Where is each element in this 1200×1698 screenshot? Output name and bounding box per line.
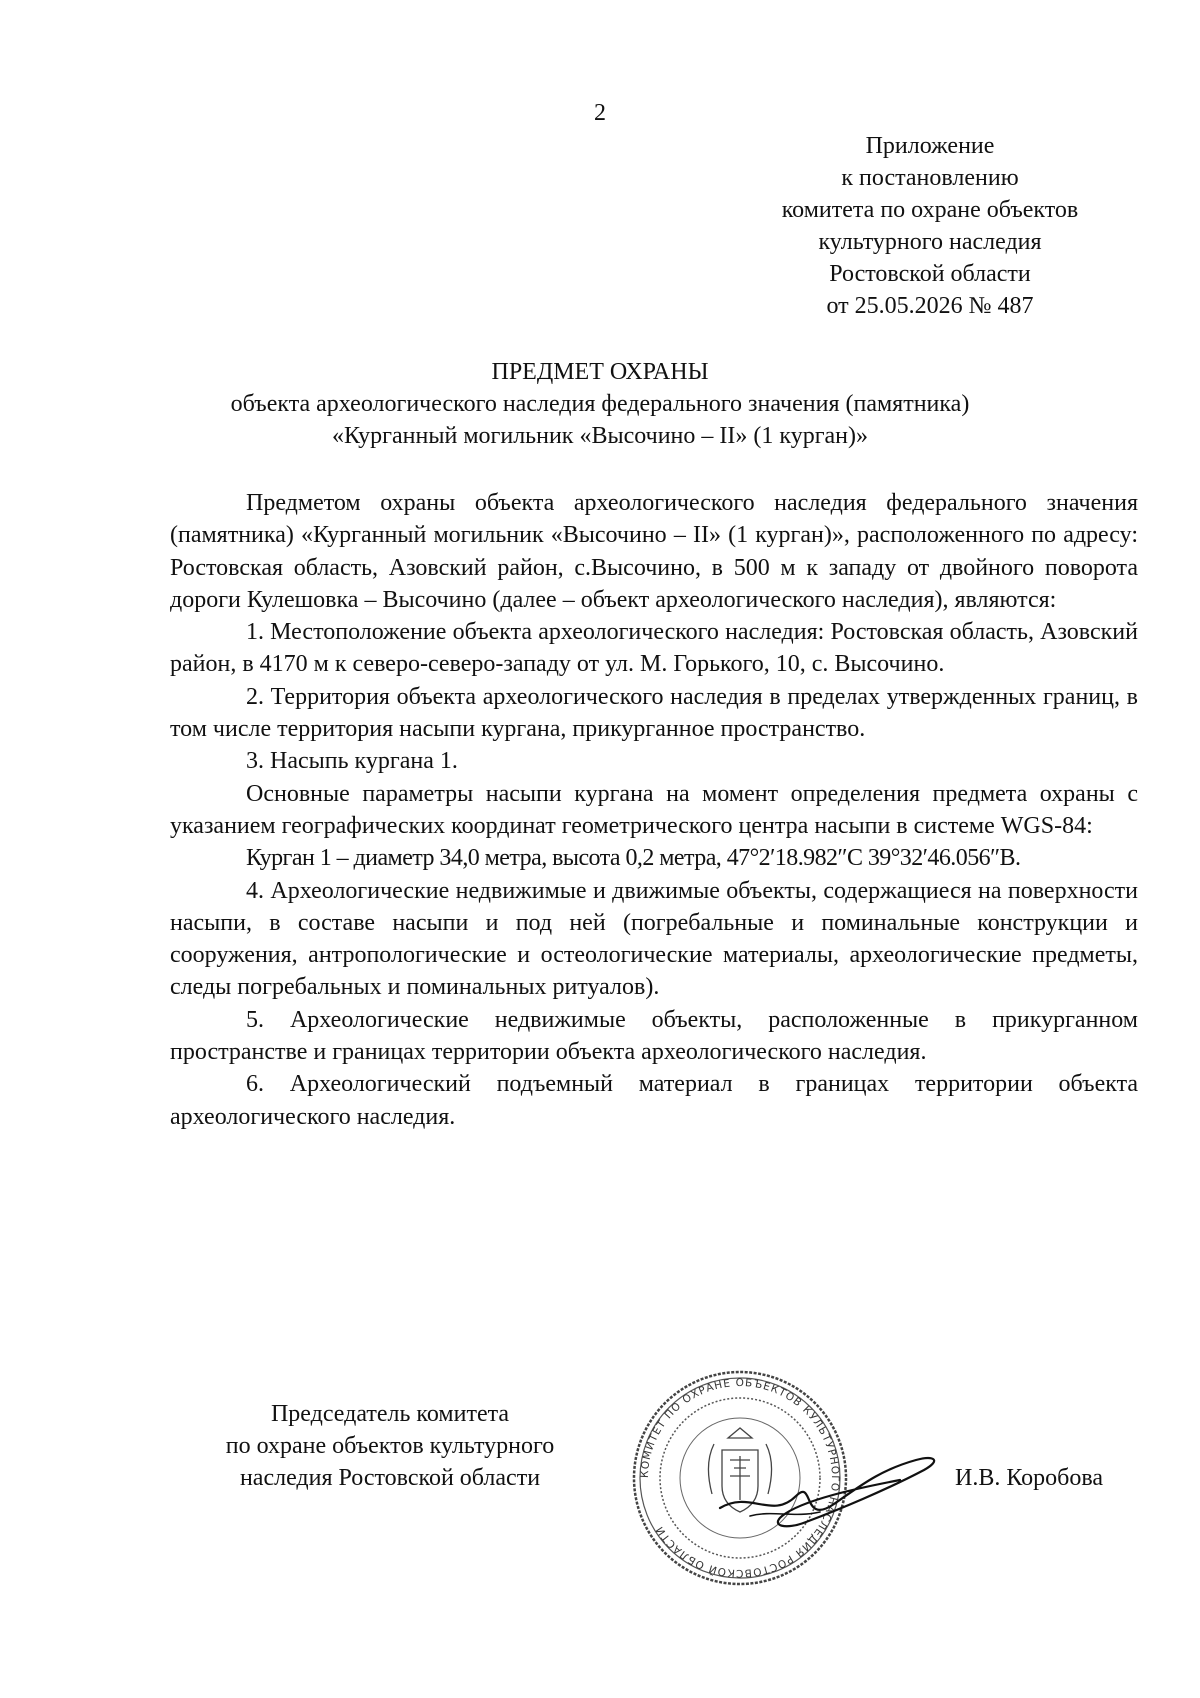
- signatory-position: [170, 1398, 610, 1494]
- parameters-paragraph: Основные параметры насыпи кургана на момент определения предмета охраны с указанием географических координат геометрического центра насыпи в системе WGS-84:: [170, 780, 1138, 839]
- intro-paragraph: Предметом охраны объекта археологического наследия федерального значения (памятника) «Курганный могильник «Высочино – II» (1 курган)», расположенного по адресу: Ростовская область, Азовский район, с.Высочино, в 500 м к западу от двойного поворота дороги Кулешовка – Высочино (далее – объект археологического наследия), являются:: [170, 490, 1138, 613]
- page-number: 2: [594, 100, 606, 126]
- item-3-paragraph: 3. Насыпь кургана 1.: [246, 748, 458, 775]
- kurgan-coordinates-paragraph: Курган 1 – диаметр 34,0 метра, высота 0,2 метра, 47°2′18.982″С 39°32′46.056″В.: [246, 845, 1021, 872]
- item-5-paragraph: 5. Археологические недвижимые объекты, расположенные в прикурганном пространстве и границах территории объекта археологического наследия.: [170, 1006, 1138, 1066]
- item-6-paragraph: 6. Археологический подъемный материал в границах территории объекта археологического наследия.: [170, 1071, 1138, 1130]
- signatory-name: И.В. Коробова: [955, 1465, 1104, 1491]
- handwritten-signature: [710, 1430, 950, 1540]
- document-title: [0, 356, 1200, 452]
- position-line: наследия Ростовской области: [239, 1465, 541, 1491]
- appendix-line: культурного наследия: [818, 229, 1042, 255]
- title-heading: ПРЕДМЕТ ОХРАНЫ: [491, 359, 709, 385]
- title-object-name: «Курганный могильник «Высочино – II» (1 курган)»: [331, 423, 869, 449]
- title-subline: объекта археологического наследия федерального значения (памятника): [230, 391, 970, 417]
- appendix-line: к постановлению: [841, 165, 1019, 191]
- appendix-block: [740, 130, 1120, 322]
- item-2-paragraph: 2. Территория объекта археологического наследия в пределах утвержденных границ, в том числе территория насыпи кургана, прикурганное пространство.: [170, 683, 1138, 743]
- appendix-line: комитета по охране объектов: [781, 197, 1079, 223]
- position-line: Председатель комитета: [270, 1401, 510, 1427]
- item-1-paragraph: 1. Местоположение объекта археологического наследия: Ростовская область, Азовский район, в 4170 м к северо-северо-западу от ул. М. Горького, 10, с. Высочино.: [170, 619, 1138, 678]
- document-body: [170, 487, 1138, 1133]
- seal-text: КОМИТЕТ ПО ОХРАНЕ ОБЪЕКТОВ КУЛЬТУРНОГО НАСЛЕДИЯ РОСТОВСКОЙ ОБЛАСТИ: [638, 1376, 842, 1580]
- item-4-paragraph: 4. Археологические недвижимые и движимые объекты, содержащиеся на поверхности насыпи, в составе насыпи и под ней (погребальные и поминальные конструкции и сооружения, антропологические и остеологические материалы, археологические предметы, следы погребальных и поминальных ритуалов).: [170, 877, 1138, 1001]
- appendix-date-number: от 25.05.2026 № 487: [826, 293, 1034, 319]
- appendix-line: Приложение: [865, 133, 995, 159]
- position-line: по охране объектов культурного: [225, 1433, 555, 1459]
- appendix-line: Ростовской области: [829, 261, 1031, 287]
